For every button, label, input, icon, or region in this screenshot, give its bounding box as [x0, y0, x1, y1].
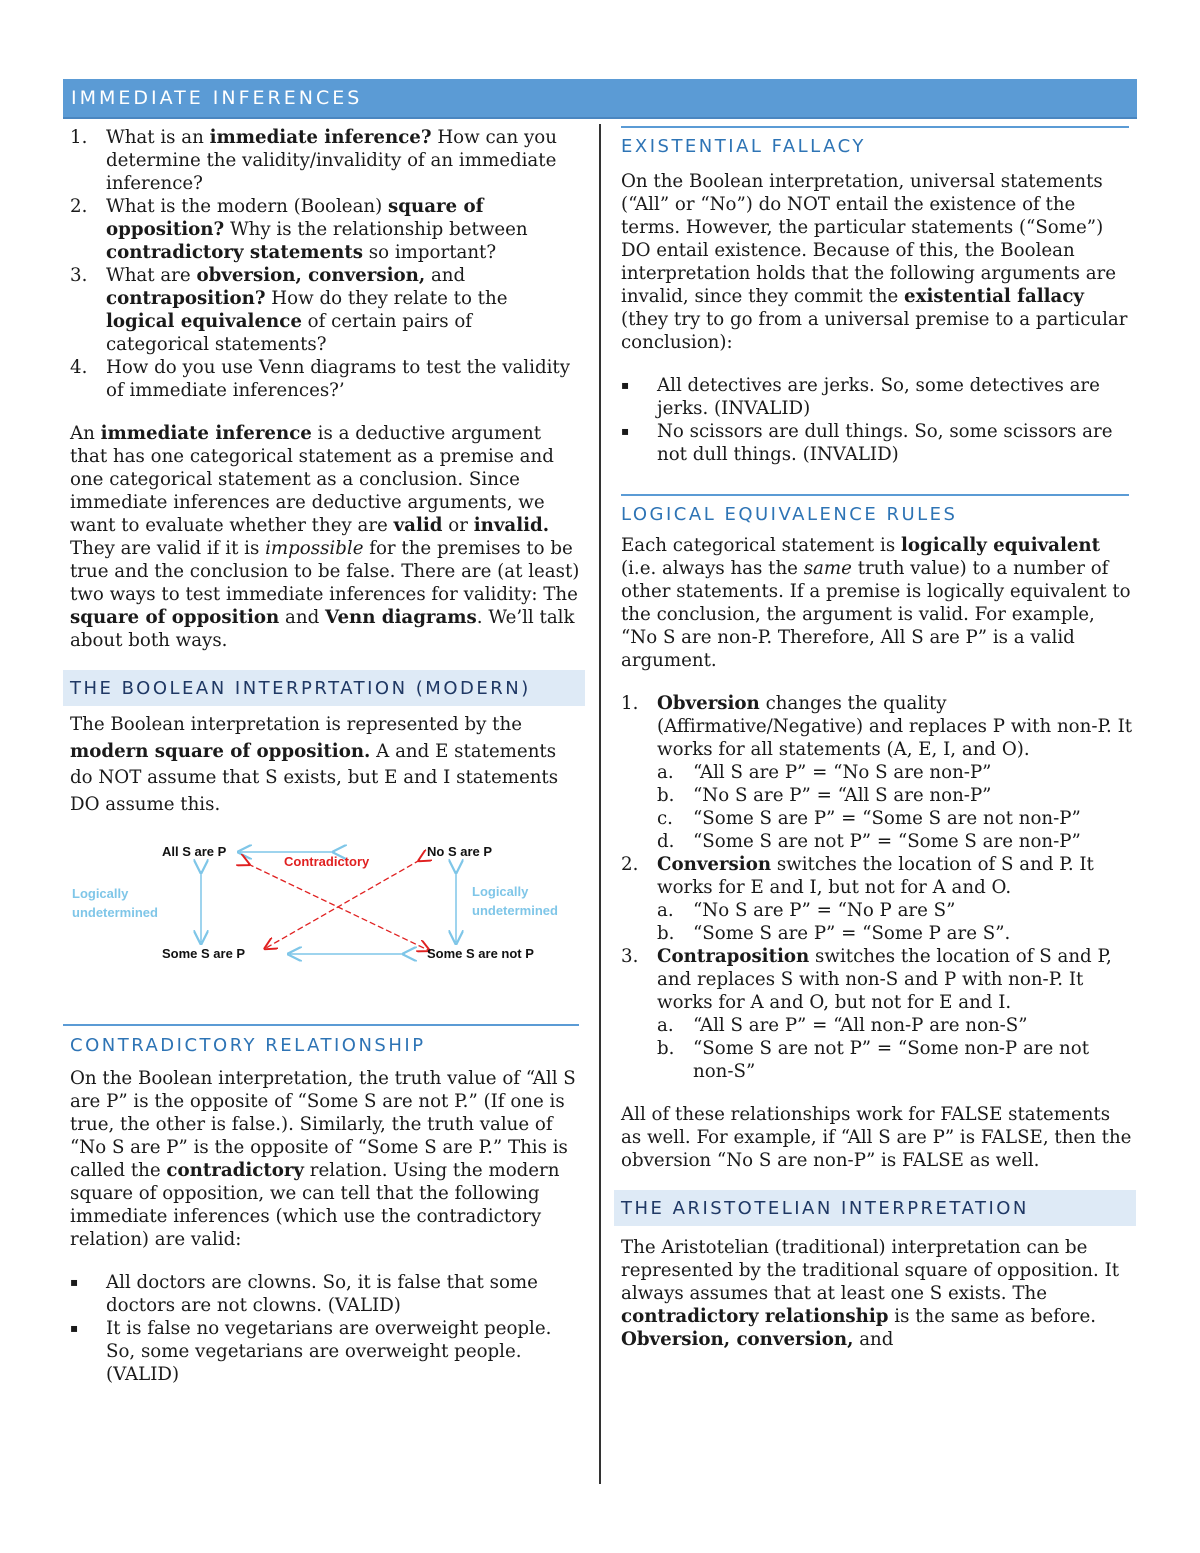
- square-of-opposition-diagram: [70, 836, 580, 976]
- right-undetermined-1: Logically: [472, 884, 529, 899]
- square-diagram-svg: [70, 836, 580, 976]
- main-header: [63, 79, 1137, 119]
- contraposition-examples: [657, 1014, 1133, 1083]
- left-undetermined-2: undetermined: [72, 905, 158, 920]
- intro-paragraph: An immediate inference is a deductive argument that has one categorical statement as a premise and one categorical statement as a conclusion. Since immediate inferences are deductive arguments, we want to evaluate whether they are valid or invalid. They are valid if it is impossible for the premises to be true and the conclusion to be false. There are (at least) two ways to test immediate inferences for validity: The square of opposition and Venn diagrams. We’ll talk about both ways.: [70, 423, 580, 651]
- aristotelian-heading: THE ARISTOTELIAN INTERPRETATION: [614, 1190, 1136, 1226]
- fallacy-heading: EXISTENTIAL FALLACY: [621, 126, 1129, 162]
- question-3: 3. What are obversion, conversion, and contraposition? How do they relate to the logical equivalence of certain pairs of categorical statements?: [70, 265, 508, 355]
- contradictory-label: Contradictory: [284, 854, 370, 869]
- contradictory-example-1: ▪ All doctors are clowns. So, it is false that some doctors are not clowns. (VALID): [70, 1271, 580, 1317]
- conversion-example-a: a. “No S are P” = “No P are S”: [657, 900, 956, 921]
- conversion-examples: [657, 899, 1133, 945]
- fallacy-paragraph: On the Boolean interpretation, universal statements (“All” or “No”) do NOT entail the existence of the terms. However, the particular statements (“Some”) DO entail existence. Because of this, the Boolean interpretation holds that the following arguments are invalid, since they commit the existential fallacy (they try to go from a universal premise to a particular conclusion):: [621, 171, 1128, 353]
- boolean-paragraph: The Boolean interpretation is represented by the modern square of opposition. A and E statements do NOT assume that S exists, but E and I statements DO assume this.: [70, 714, 559, 815]
- obversion-example-c: c. “Some S are P” = “Some S are not non-P”: [657, 808, 1081, 829]
- rule-conversion: 2. Conversion switches the location of S and P. It works for E and I, but not for A and O. a. “No S are P” = “No P are S” b. “Some S are P” = “Some P are S”.: [621, 853, 1133, 945]
- equivalence-heading: LOGICAL EQUIVALENCE RULES: [621, 494, 1129, 530]
- obversion-example-d: d. “Some S are not P” = “Some S are non-P”: [657, 831, 1081, 852]
- left-undetermined-1: Logically: [72, 886, 129, 901]
- conversion-example-b: b. “Some S are P” = “Some P are S”.: [657, 923, 1011, 944]
- fallacy-examples: [621, 374, 1133, 466]
- contradictory-examples: [70, 1271, 580, 1386]
- bottom-left-label: Some S are P: [162, 946, 246, 961]
- top-left-label: All S are P: [162, 844, 227, 859]
- question-list: [70, 126, 580, 402]
- right-undetermined-2: undetermined: [472, 903, 558, 918]
- left-column: [70, 126, 580, 1386]
- question-2: 2. What is the modern (Boolean) square of opposition? Why is the relationship between contradictory statements so important?: [70, 196, 528, 263]
- obversion-example-a: a. “All S are P” = “No S are non-P”: [657, 762, 992, 783]
- obversion-example-b: b. “No S are P” = “All S are non-P”: [657, 785, 992, 806]
- rule-contraposition: 3. Contraposition switches the location of S and P, and replaces S with non-S and P with non-P. It works for A and O, but not for E and I. a. “All S are P” = “All non-P are non-S” b. “Some S are not P” = “Some non-P are not non-S”: [621, 945, 1133, 1083]
- question-1: 1. What is an immediate inference? How can you determine the validity/invalidity of an immediate inference?: [70, 127, 557, 194]
- aristotelian-paragraph: The Aristotelian (traditional) interpretation can be represented by the traditional square of opposition. It always assumes that at least one S exists. The contradictory relationship is the same as before. Obversion, conversion, and: [621, 1237, 1120, 1350]
- column-divider: [599, 124, 601, 1484]
- contradictory-heading: CONTRADICTORY RELATIONSHIP: [63, 1024, 579, 1060]
- top-right-label: No S are P: [427, 844, 493, 859]
- main-title: IMMEDIATE INFERENCES: [71, 87, 363, 109]
- obversion-examples: [657, 761, 1133, 853]
- false-note-paragraph: All of these relationships work for FALSE statements as well. For example, if “All S are P” is FALSE, then the obversion “No S are non-P” is FALSE as well.: [621, 1104, 1132, 1171]
- contradictory-example-2: ▪ It is false no vegetarians are overweight people. So, some vegetarians are overweight people. (VALID): [70, 1317, 580, 1386]
- contraposition-example-b: b. “Some S are not P” = “Some non-P are not non-S”: [657, 1038, 1090, 1082]
- contraposition-example-a: a. “All S are P” = “All non-P are non-S”: [657, 1015, 1028, 1036]
- bottom-right-label: Some S are not P: [427, 946, 534, 961]
- right-column: [621, 126, 1133, 1351]
- rule-obversion: 1. Obversion changes the quality (Affirmative/Negative) and replaces P with non-P. It works for all statements (A, E, I, and O). a. “All S are P” = “No S are non-P” b. “No S are P” = “All S are non-P” c. “Some S are P” = “Some S are not non-P” d. “Some S are not P” = “Some S are non-P”: [621, 693, 1133, 852]
- fallacy-example-1: ▪ All detectives are jerks. So, some detectives are jerks. (INVALID): [621, 374, 1133, 420]
- question-4: 4. How do you use Venn diagrams to test the validity of immediate inferences?’: [70, 357, 571, 401]
- boolean-heading: THE BOOLEAN INTERPRTATION (MODERN): [63, 670, 585, 706]
- equivalence-rules: [621, 692, 1133, 1083]
- contradictory-paragraph: On the Boolean interpretation, the truth value of “All S are P” is the opposite of “Some S are not P.” (If one is true, the other is false.). Similarly, the truth value of “No S are P” is the opposite of “Some S are P.” This is called the contradictory relation. Using the modern square of opposition, we can tell that the following immediate inferences (which use the contradictory relation) are valid:: [70, 1068, 576, 1250]
- equivalence-paragraph: Each categorical statement is logically equivalent (i.e. always has the same truth value) to a number of other statements. If a premise is logically equivalent to the conclusion, the argument is valid. For example, “No S are non-P. Therefore, All S are P” is a valid argument.: [621, 535, 1131, 671]
- fallacy-example-2: ▪ No scissors are dull things. So, some scissors are not dull things. (INVALID): [621, 420, 1133, 466]
